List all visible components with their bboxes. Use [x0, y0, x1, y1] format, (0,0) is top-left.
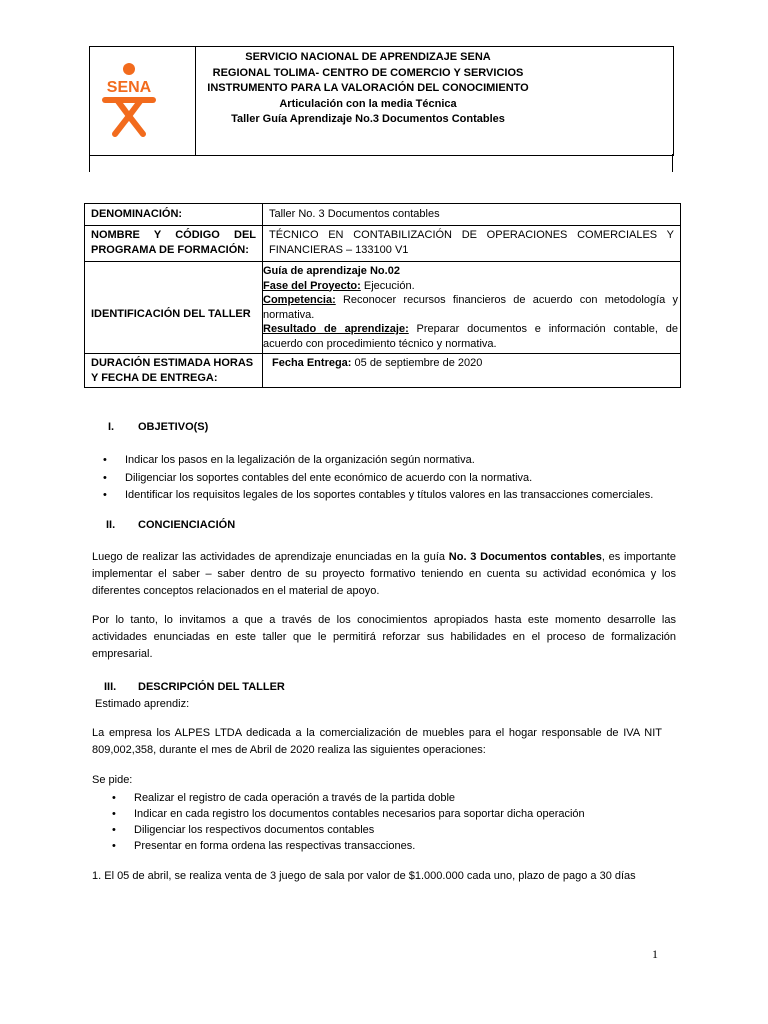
resultado-label: Resultado de aprendizaje:	[263, 323, 409, 335]
concienciacion-paragraph-1	[92, 549, 676, 600]
header-divider-right	[672, 154, 673, 172]
denominacion-label: DENOMINACIÓN:	[85, 204, 263, 226]
fase-value: Ejecución.	[360, 279, 415, 292]
objectives-list	[97, 452, 717, 505]
list-item: • Presentar en forma ordena las respectivas transacciones.	[106, 838, 666, 854]
header-title	[196, 50, 540, 128]
resultado-line	[263, 322, 678, 351]
logo-text: SENA	[106, 79, 152, 96]
header-line-4: Articulación con la media Técnica	[279, 97, 457, 110]
greeting: Estimado aprendiz:	[95, 698, 190, 710]
p1-text-bold: No. 3 Documentos contables	[448, 551, 602, 563]
identificacion-value	[263, 262, 681, 354]
header-line-1: SERVICIO NACIONAL DE APRENDIZAJE SENA	[245, 51, 491, 63]
sena-logo	[95, 62, 163, 138]
programa-value: TÉCNICO EN CONTABILIZACIÓN DE OPERACIONES COMERCIALES Y FINANCIERAS – 133100 V1	[263, 226, 681, 262]
info-table	[84, 203, 681, 388]
denominacion-value: Taller No. 3 Documentos contables	[263, 204, 681, 226]
header-line-5: Taller Guía Aprendizaje No.3 Documentos Contables	[231, 113, 505, 125]
guia-line: Guía de aprendizaje No.02	[263, 265, 400, 277]
fecha-label: Fecha Entrega:	[272, 357, 352, 369]
se-pide-label: Se pide:	[92, 774, 133, 786]
section1-title: OBJETIVO(S)	[138, 421, 209, 433]
section1-number: I.	[108, 421, 115, 433]
list-item: • Diligenciar los soportes contables del ente económico de acuerdo con la normativa.	[97, 470, 717, 488]
fase-label: Fase del Proyecto:	[263, 279, 361, 292]
list-item: • Realizar el registro de cada operación a través de la partida doble	[106, 790, 666, 806]
competencia-line	[263, 293, 678, 322]
fase-line	[263, 279, 678, 294]
p1-text-a: Luego de realizar las actividades de aprendizaje enunciadas en la guía	[92, 551, 449, 563]
section3-title: DESCRIPCIÓN DEL TALLER	[138, 681, 285, 693]
operation-item-1: 1. El 05 de abril, se realiza venta de 3 juego de sala por valor de $1.000.000 cada uno, plazo de pago a 30 días	[92, 870, 636, 882]
list-item: • Diligenciar los respectivos documentos contables	[106, 822, 666, 838]
page-number: 1	[652, 947, 658, 961]
p1-text-b: , es importante implementar el saber – saber dentro de su proyecto formativo teniendo en cuenta su actividad económica y los diferentes conceptos relacionados en el material de apoyo.	[92, 551, 676, 597]
competencia-value: Reconocer recursos financieros de acuerdo con metodología y normativa.	[263, 294, 678, 321]
list-item: • Identificar los requisitos legales de los soportes contables y títulos valores en las transacciones comerciales.	[97, 487, 717, 505]
programa-label: NOMBRE Y CÓDIGO DEL PROGRAMA DE FORMACIÓN:	[85, 226, 263, 262]
header-line-3: INSTRUMENTO PARA LA VALORACIÓN DEL CONOCIMIENTO	[207, 82, 529, 94]
header-line-2: REGIONAL TOLIMA- CENTRO DE COMERCIO Y SERVICIOS	[212, 66, 524, 79]
section2-title: CONCIENCIACIÓN	[138, 519, 236, 531]
identificacion-label: IDENTIFICACIÓN DEL TALLER	[85, 262, 263, 354]
fecha-value: 05 de septiembre de 2020	[351, 357, 483, 369]
resultado-value: Preparar documentos e información contable, de acuerdo con procedimiento técnico y normativa.	[263, 323, 678, 350]
description-paragraph: La empresa los ALPES LTDA dedicada a la comercialización de muebles para el hogar responsable de IVA NIT 809,002,358, durante el mes de Abril de 2020 realiza las siguientes operaciones:	[92, 727, 662, 756]
list-item: • Indicar en cada registro los documentos contables necesarios para soportar dicha operación	[106, 806, 666, 822]
section3-number: III.	[104, 681, 117, 693]
fecha-value-cell	[263, 354, 681, 388]
competencia-label: Competencia:	[263, 294, 336, 306]
tasks-list	[106, 790, 666, 854]
list-item: • Indicar los pasos en la legalización de la organización según normativa.	[97, 452, 717, 470]
section2-number: II.	[106, 519, 116, 531]
concienciacion-paragraph-2: Por lo tanto, lo invitamos a que a través de los conocimientos apropiados hasta este momento desarrolle las actividades enunciadas en este taller que le permitirá reforzar sus habilidades en el proceso de formalización empresarial.	[92, 614, 676, 660]
header-divider-left	[89, 154, 90, 172]
duracion-label: DURACIÓN ESTIMADA HORAS Y FECHA DE ENTREGA:	[85, 354, 263, 388]
